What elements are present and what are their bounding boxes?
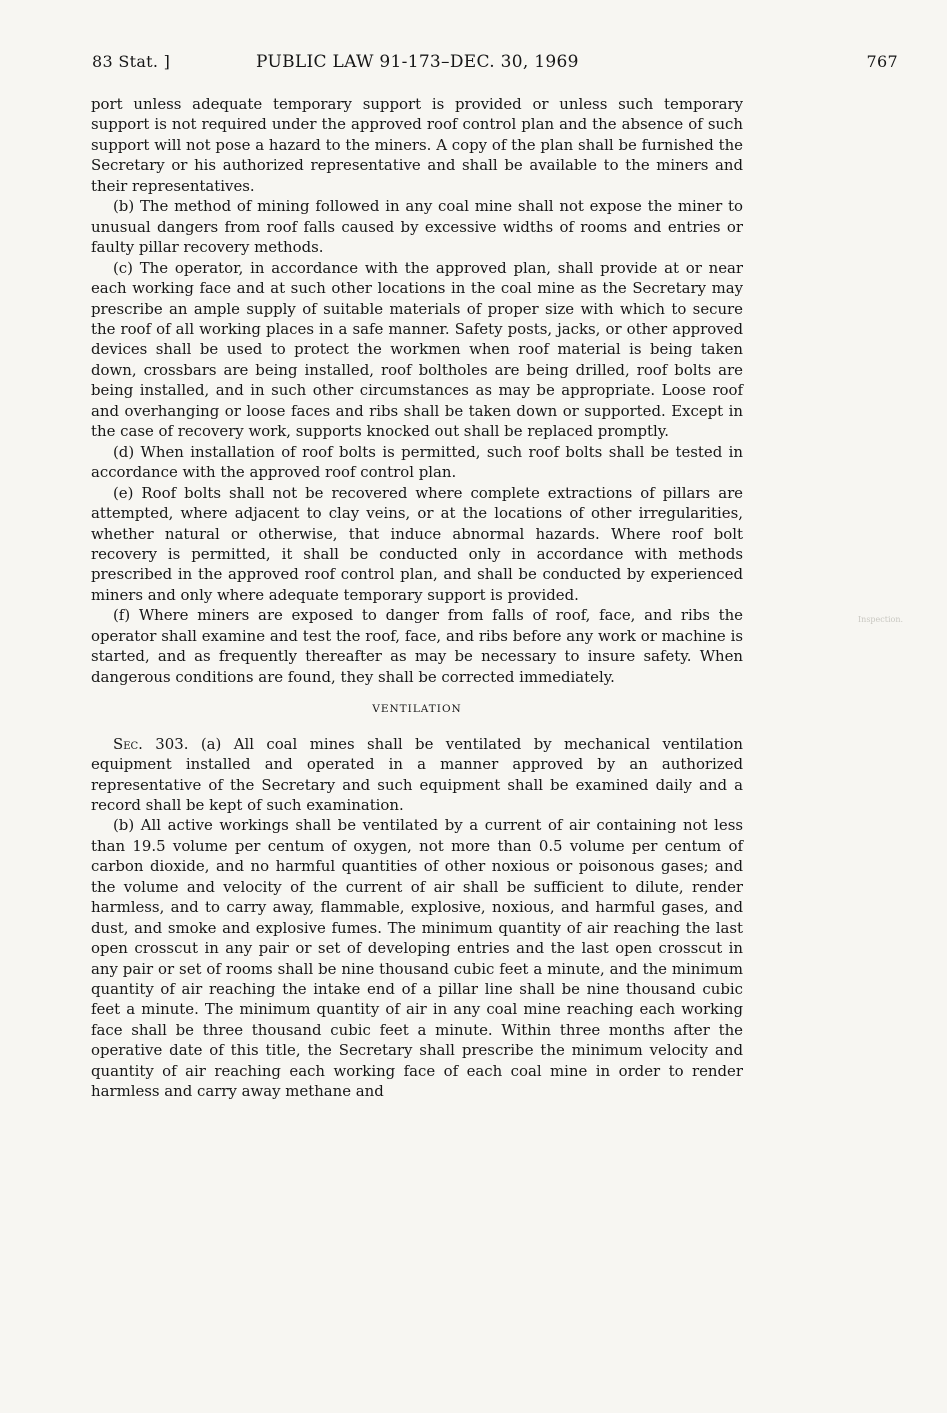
section-label: Sec. 303. [113, 734, 189, 753]
section-303-a [91, 734, 743, 816]
paragraph-b: (b) The method of mining followed in any coal mine shall not expose the miner to unusual dangers from roof falls caused by excessive widths of rooms and entries or faulty pillar recovery methods. [91, 197, 743, 257]
paragraph-d: (d) When installation of roof bolts is permitted, such roof bolts shall be tested in accordance with the approved roof control plan. [91, 442, 743, 482]
paragraph-c: (c) The operator, in accordance with the approved plan, shall provide at or near each working face and at such other locations in the coal mine as the Secretary may prescribe an ample supply of suitable materials of proper size with which to secure the roof of all working places in a safe manner. Safety posts, jacks, or other approved devices shall be used to protect the workmen when roof material is being taken down, crossbars are being installed, roof boltholes are being drilled, roof bolts are being installed, and in such other circumstances as may be appropriate. Loose roof and overhanging or loose faces and ribs shall be taken down or supported. Except in the case of recovery work, supports knocked out shall be replaced promptly. [91, 258, 743, 441]
paragraph-f: (f) Where miners are exposed to danger from falls of roof, face, and ribs the operator shall examine and test the roof, face, and ribs before any work or machine is started, and as frequently thereafter as may be necessary to insure safety. When dangerous conditions are found, they shall be corrected immediately. [91, 606, 743, 686]
paragraph-e: (e) Roof bolts shall not be recovered where complete extractions of pillars are attempted, where adjacent to clay veins, or at the locations of other irregularities, whether natural or otherwise, that induce abnormal hazards. Where roof bolt recovery is permitted, it shall be conducted only in accordance with methods prescribed in the approved roof control plan, and shall be conducted by experienced miners and only where adequate temporary support is provided. [91, 483, 743, 604]
paragraph-continued: port unless adequate temporary support is provided or unless such temporary support is not required under the approved roof control plan and the absence of such support will not pose a hazard to the miners. A copy of the plan shall be furnished the Secretary or his authorized representative and shall be available to the miners and their representatives. [91, 95, 743, 195]
section-heading: VENTILATION [372, 703, 462, 716]
page-header [92, 52, 898, 78]
margin-note: Inspection. [858, 616, 904, 624]
section-303-a-text: (a) All coal mines shall be ventilated by mechanical ventilation equipment installed and operated in a manner approved by an authorized representative of the Secretary and such equipment shall be examined daily and a record shall be kept of such examination. [91, 734, 743, 814]
running-title: PUBLIC LAW 91-173–DEC. 30, 1969 [256, 52, 579, 72]
page-number: 767 [866, 52, 898, 71]
body-text [91, 94, 743, 1102]
statute-reference: 83 Stat. ] [92, 52, 171, 71]
section-303-b: (b) All active workings shall be ventilated by a current of air containing not less than 19.5 volume per centum of oxygen, not more than 0.5 volume per centum of carbon dioxide, and no harmful quantities of other noxious or poisonous gases; and the volume and velocity of the current of air shall be sufficient to dilute, render harmless, and to carry away, flammable, explosive, noxious, and harmful gases, and dust, and smoke and explosive fumes. The minimum quantity of air reaching the last open crosscut in any pair or set of developing entries and the last open crosscut in any pair or set of rooms shall be nine thousand cubic feet a minute, and the minimum quantity of air reaching the intake end of a pillar line shall be nine thousand cubic feet a minute. The minimum quantity of air in any coal mine reaching each working face shall be three thousand cubic feet a minute. Within three months after the operative date of this title, the Secretary shall prescribe the minimum velocity and quantity of air reaching each working face of each coal mine in order to render harmless and carry away methane and [91, 816, 743, 1101]
